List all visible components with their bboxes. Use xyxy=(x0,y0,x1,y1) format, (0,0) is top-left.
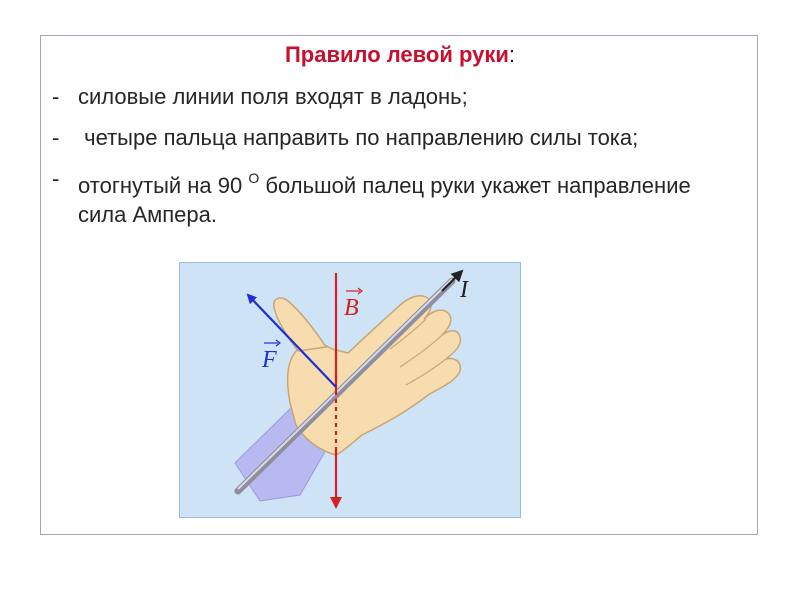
degree-superscript: О xyxy=(248,170,260,186)
bullet-dash: - xyxy=(52,166,60,191)
bullet-text: четыре пальца направить по направлению силы тока; xyxy=(78,125,639,150)
label-force: F xyxy=(262,347,277,373)
title-suffix: : xyxy=(508,42,516,67)
slide-title xyxy=(0,42,800,68)
bullet-text-before: отогнутый на 90 xyxy=(78,173,249,198)
palm-shape xyxy=(288,296,461,455)
list-item xyxy=(52,123,742,152)
label-field: B xyxy=(344,295,359,321)
label-current: I xyxy=(460,277,468,303)
bullet-dash: - xyxy=(52,125,60,150)
illustration-canvas xyxy=(180,263,521,518)
bullet-text: силовые линии поля входят в ладонь; xyxy=(78,84,468,109)
thumb-shape xyxy=(274,298,326,351)
bullet-text-after: большой палец руки укажет направление сила Ампера. xyxy=(78,173,697,227)
list-item xyxy=(52,164,742,229)
title-emphasis: Правило левой руки xyxy=(284,42,509,67)
bullet-dash: - xyxy=(52,84,60,109)
rule-list xyxy=(52,82,742,241)
current-arrow xyxy=(442,271,462,291)
list-item xyxy=(52,82,742,111)
left-hand-rule-illustration xyxy=(179,262,521,518)
